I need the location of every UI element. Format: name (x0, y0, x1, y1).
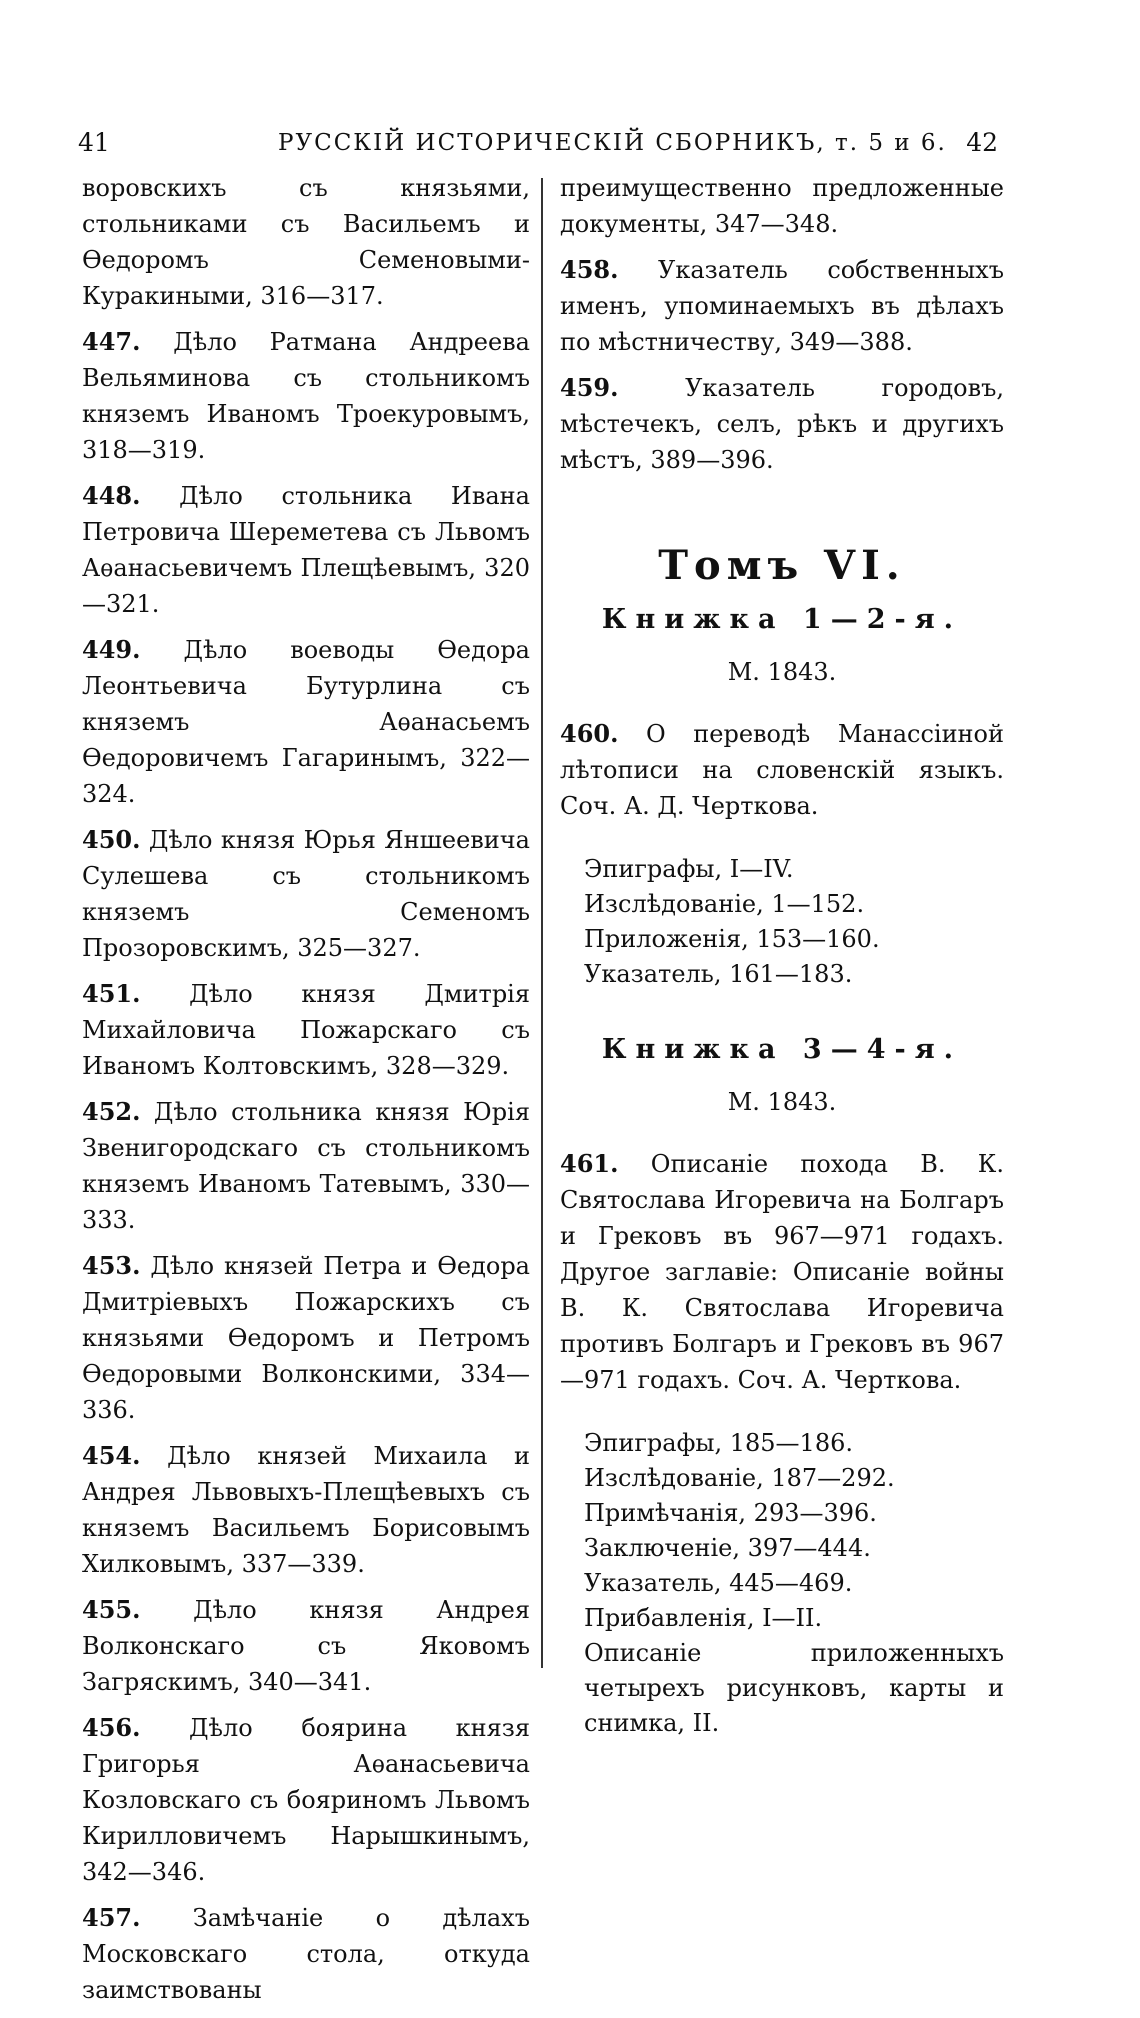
left-column (82, 170, 530, 2018)
index-entry (82, 1248, 530, 1428)
index-entry (560, 252, 1004, 360)
contents-item: Приложенія, 153—160. (584, 925, 880, 953)
entry-text: Указатель собственныхъ именъ, упоминаемыхъ въ дѣлахъ по мѣстничеству, 349—388. (560, 256, 1004, 356)
entry-text: Дѣло Ратмана Андреева Вельяминова съ стольникомъ княземъ Иваномъ Троекуровымъ, 318—319. (82, 328, 530, 464)
book-year: М. 1843. (727, 658, 837, 686)
entry-text: Дѣло князя Андрея Волконскаго съ Яковомъ Загряскимъ, 340—341. (82, 1596, 530, 1696)
continuation-text: преимущественно предложенные документы, 347—348. (560, 174, 1004, 238)
entry-number: 448. (82, 481, 141, 510)
entry-number: 451. (82, 979, 141, 1008)
entry-number: 461. (560, 1149, 619, 1178)
contents-item: Заключеніе, 397—444. (584, 1534, 871, 1562)
index-entry (82, 324, 530, 468)
index-entry (82, 1592, 530, 1700)
contents-item: Указатель, 445—469. (584, 1569, 853, 1597)
book-year: М. 1843. (727, 1088, 837, 1116)
index-entry (82, 1710, 530, 1890)
entry-number: 452. (82, 1097, 141, 1126)
entry-number: 450. (82, 825, 141, 854)
page-header (78, 128, 998, 168)
column-divider (541, 178, 543, 1668)
entry-text: Дѣло стольника князя Юрія Звенигородскаго съ стольникомъ княземъ Иваномъ Татевымъ, 330—333. (82, 1098, 530, 1234)
contents-item: Изслѣдованіе, 187—292. (584, 1464, 895, 1492)
index-entry (82, 976, 530, 1084)
entry-text: Дѣло боярина князя Григорья Аѳанасьевича Козловскаго съ бояриномъ Львомъ Кирилловичемъ Нарышкинымъ, 342—346. (82, 1714, 530, 1886)
entry-text: Дѣло князя Юрья Яншеевича Сулешева съ стольникомъ княземъ Семеномъ Прозоровскимъ, 325—327. (82, 826, 530, 962)
book-title: Книжка 1—2-я. (601, 604, 963, 635)
entry-number: 457. (82, 1903, 141, 1932)
page-number-left: 41 (78, 128, 110, 157)
entry-number: 458. (560, 255, 619, 284)
entry-text: Дѣло князей Петра и Ѳедора Дмитріевыхъ Пожарскихъ съ князьями Ѳедоромъ и Петромъ Ѳедоровыми Волконскими, 334—336. (82, 1252, 530, 1424)
continuation-text: воровскихъ съ князьями, стольниками съ Васильемъ и Ѳедоромъ Семеновыми-Куракиными, 316—317. (82, 174, 530, 310)
contents-item: Описаніе приложенныхъ четырехъ рисунковъ, карты и снимка, II. (584, 1639, 1004, 1737)
entry-number: 456. (82, 1713, 141, 1742)
index-entry (82, 632, 530, 812)
entry-number: 449. (82, 635, 141, 664)
entry-number: 454. (82, 1441, 141, 1470)
index-entry (560, 370, 1004, 478)
page-number-right: 42 (966, 128, 998, 157)
index-entry (82, 1094, 530, 1238)
entry-number: 453. (82, 1251, 141, 1280)
entry-number: 455. (82, 1595, 141, 1624)
entry-text: Дѣло воеводы Ѳедора Леонтьевича Бутурлина съ княземъ Аѳанасьемъ Ѳедоровичемъ Гагаринымъ, 322—324. (82, 636, 530, 808)
volume-title: Томъ VI. (658, 542, 906, 589)
entry-text: Дѣло стольника Ивана Петровича Шереметева съ Львомъ Аѳанасьевичемъ Плещѣевымъ, 320—321. (82, 482, 530, 618)
book-title: Книжка 3—4-я. (601, 1034, 963, 1065)
contents-item: Эпиграфы, 185—186. (584, 1429, 853, 1457)
index-entry (82, 822, 530, 966)
entry-text: О переводѣ Манассіиной лѣтописи на словенскій языкъ. Соч. А. Д. Черткова. (560, 720, 1004, 820)
entry-text: Дѣло князей Михаила и Андрея Львовыхъ-Плещѣевыхъ съ княземъ Васильемъ Борисовымъ Хилковымъ, 337—339. (82, 1442, 530, 1578)
running-title: РУССКІЙ ИСТОРИЧЕСКІЙ СБОРНИКЪ, т. 5 и 6. (278, 130, 947, 156)
right-column (560, 170, 1004, 1741)
entry-text: Указатель городовъ, мѣстечекъ, селъ, рѣкъ и другихъ мѣстъ, 389—396. (560, 374, 1004, 474)
contents-list (584, 1426, 1004, 1741)
contents-item: Эпиграфы, I—IV. (584, 855, 794, 883)
entry-text: Описаніе похода В. К. Святослава Игоревича на Болгаръ и Грековъ въ 967—971 годахъ. Другое заглавіе: Описаніе войны В. К. Святослава Игоревича противъ Болгаръ и Грековъ въ 967—971 годахъ. Соч. А. Черткова. (560, 1150, 1004, 1394)
index-entry (82, 478, 530, 622)
entry-number: 447. (82, 327, 141, 356)
entry-number: 460. (560, 719, 619, 748)
index-entry (560, 1146, 1004, 1398)
contents-item: Изслѣдованіе, 1—152. (584, 890, 865, 918)
entry-number: 459. (560, 373, 619, 402)
contents-item: Указатель, 161—183. (584, 960, 853, 988)
entry-text: Замѣчаніе о дѣлахъ Московскаго стола, откуда заимствованы (82, 1904, 530, 2004)
index-entry (560, 716, 1004, 824)
contents-list (584, 852, 1004, 992)
entry-text: Дѣло князя Дмитрія Михайловича Пожарскаго съ Иваномъ Колтовскимъ, 328—329. (82, 980, 530, 1080)
contents-item: Прибавленія, I—II. (584, 1604, 823, 1632)
index-entry (82, 1900, 530, 2008)
contents-item: Примѣчанія, 293—396. (584, 1499, 877, 1527)
index-entry (82, 1438, 530, 1582)
